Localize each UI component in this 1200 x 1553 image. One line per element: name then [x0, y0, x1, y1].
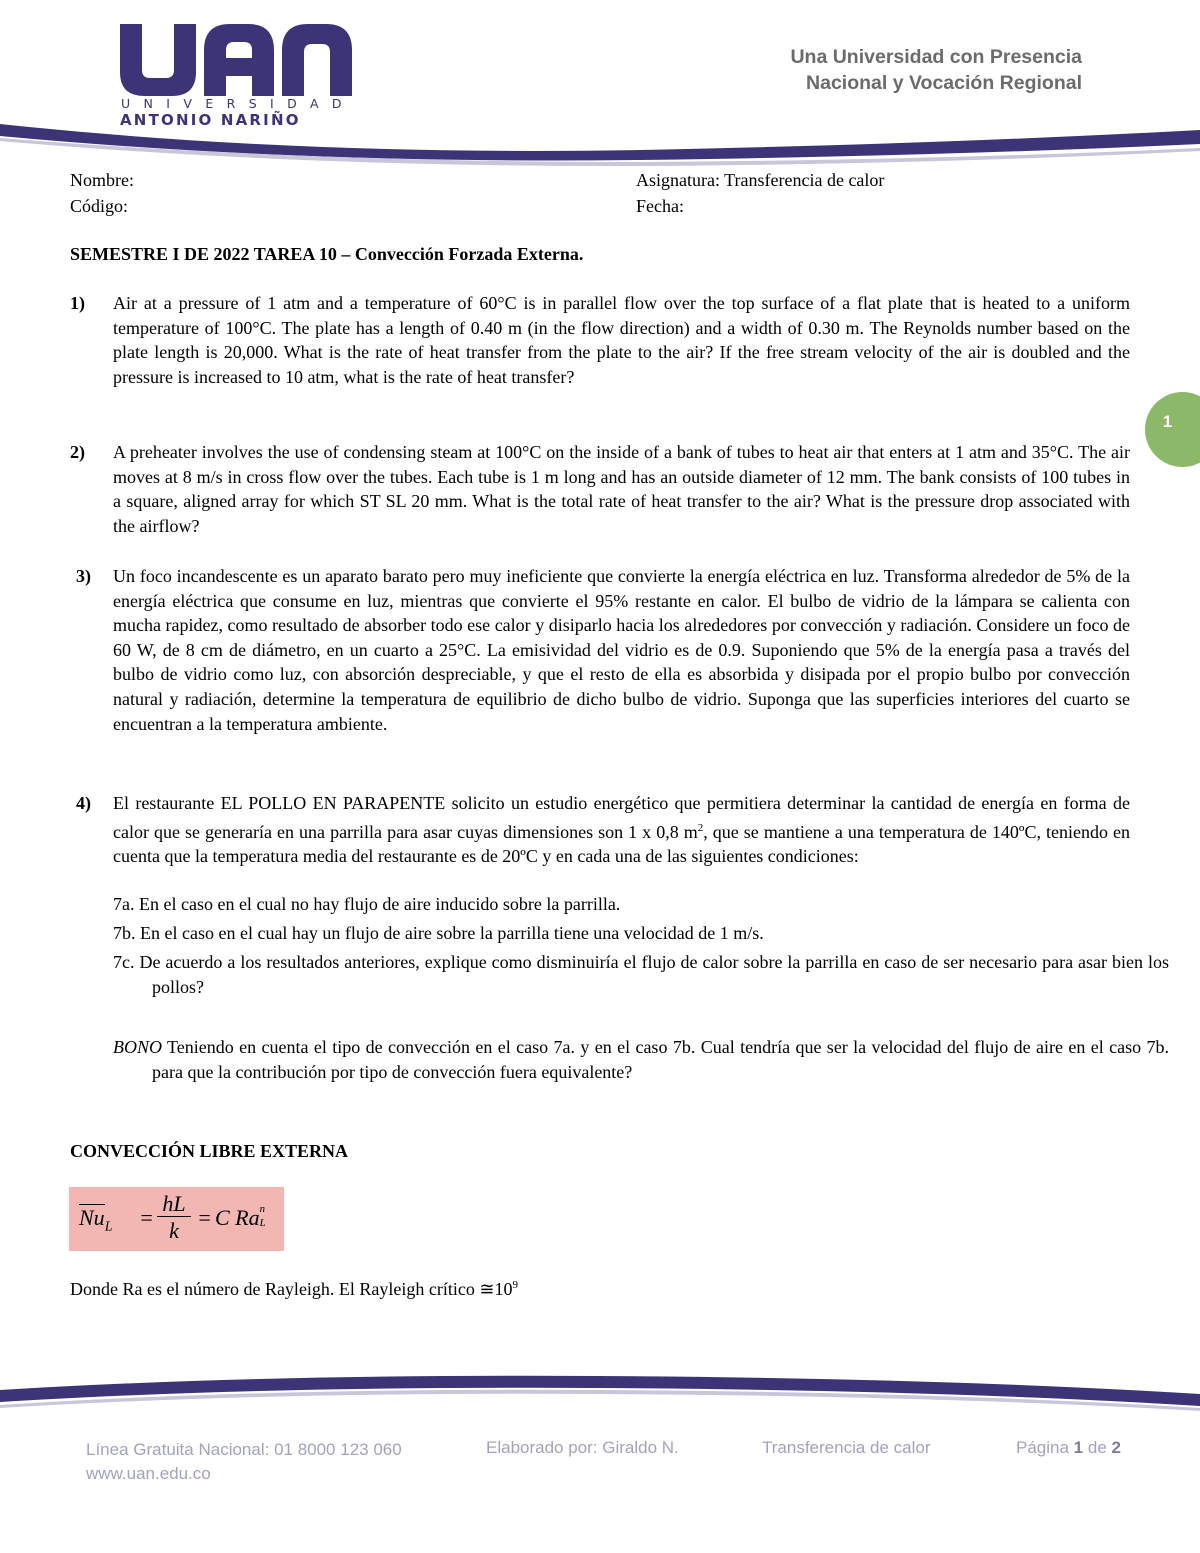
bonus-label: BONO: [113, 1037, 162, 1057]
question-4-superscript: 2: [697, 821, 704, 834]
footer-course: Transferencia de calor: [762, 1438, 931, 1457]
formula-rayleigh: [215, 1203, 266, 1231]
slogan: [790, 44, 1082, 96]
formula-ra-subscript: L: [259, 1217, 266, 1229]
bonus-question: [113, 1035, 1169, 1084]
subject-field: Asignatura: Transferencia de calor: [636, 170, 885, 190]
uan-logo-mark: [118, 22, 354, 98]
footer-page-indicator: [1016, 1438, 1121, 1458]
code-field-label: Código:: [70, 196, 129, 216]
date-field-label: Fecha:: [636, 196, 684, 216]
formula-nu: [79, 1205, 112, 1235]
formula-nu-symbol: Nu: [79, 1205, 105, 1230]
rayleigh-note-exponent: 9: [512, 1279, 518, 1291]
footer-phone-number: 01 8000 123 060: [274, 1440, 402, 1459]
name-field-label: Nombre:: [70, 170, 134, 190]
question-1-number: 1): [70, 293, 85, 313]
logo-name-text: ANTONIO NARIÑO: [120, 111, 301, 129]
footer-phone-label: Línea Gratuita Nacional:: [86, 1440, 275, 1459]
question-4-text: [113, 791, 1130, 869]
question-4-number: 4): [76, 793, 91, 813]
question-1-text: Air at a pressure of 1 atm and a temperature of 60°C is in parallel flow over the top surface of a flat plate that is heated to a uniform temperature of 100°C. The plate has a length of 0.40 m (in the flow direction) and a width of 0.30 m. The Reynolds number based on the plate length is 20,000. What is the rate of heat transfer from the plate to the air? If the free stream velocity of the air is doubled and the pressure is increased to 10 atm, what is the rate of heat transfer?: [113, 293, 1130, 387]
formula-c-ra: C Ra: [215, 1205, 260, 1230]
footer-page-of: de: [1083, 1438, 1112, 1457]
rayleigh-note-text: Donde Ra es el número de Rayleigh. El Rayleigh crítico ≅10: [70, 1279, 513, 1299]
header-swoosh: [0, 110, 1200, 170]
question-3-text: Un foco incandescente es un aparato barato pero muy ineficiente que convierte la energía eléctrica en luz. Transforma alrededor de 5% de la energía eléctrica que consume en luz, mientras que convierte el 95% restante en calor. El bulbo de vidrio de la lámpara se calienta con mucha rapidez, como resultado de absorber todo ese calor y disiparlo hacia los alrededores por convección y radiación. Considere un foco de 60 W, de 8 cm de diámetro, en un cuarto a 25°C. La emisividad del vidrio es de 0.9. Suponiendo que 5% de la energía pasa a través del bulbo de vidrio como luz, con absorción despreciable, y que el resto de ella es absorbida y disipada por el propio bulbo por convección natural y radiación, determine la temperatura de equilibrio de dicho bulbo de vidrio. Suponga que las superficies interiores del cuarto se encuentran a la temperatura ambiente.: [113, 566, 1130, 734]
footer-page-number: 1: [1073, 1438, 1084, 1457]
formula-numerator: hL: [157, 1192, 191, 1217]
logo-university-text: UNIVERSIDAD: [121, 96, 355, 111]
bonus-text: Teniendo en cuenta el tipo de convección en el caso 7a. y en el caso 7b. Cual tendría que ser la velocidad del flujo de aire en el caso 7b. para que la contribución por tipo de convección fuera equivalente?: [152, 1037, 1169, 1082]
assignment-title: SEMESTRE I DE 2022 TAREA 10 – Convección Forzada Externa.: [70, 244, 584, 264]
formula-equals-1: =: [139, 1205, 154, 1230]
section-title: CONVECCIÓN LIBRE EXTERNA: [70, 1141, 349, 1161]
footer-page-total: 2: [1111, 1438, 1121, 1457]
question-4-text-b: , que se mantiene a una temperatura de 140ºC, teniendo en cuenta que la temperatura media del restaurante es de 20ºC y en cada una de las siguientes condiciones:: [113, 821, 1130, 867]
question-2-number: 2): [70, 442, 85, 462]
subquestion-7c: 7c. De acuerdo a los resultados anteriores, explique como disminuiría el flujo de calor sobre la parrilla en caso de ser necesario para asar bien los pollos?: [113, 952, 1169, 997]
formula-nu-subscript: L: [104, 1219, 113, 1235]
question-2-text: A preheater involves the use of condensing steam at 100°C on the inside of a bank of tubes to heat air that enters at 1 atm and 35°C. The air moves at 8 m/s in cross flow over the tubes. Each tube is 1 m long and has an outside diameter of 12 mm. The bank consists of 100 tubes in a square, aligned array for which ST SL 20 mm. What is the total rate of heat transfer to the air? What is the pressure drop associated with the airflow?: [113, 442, 1130, 536]
footer-page-label: Página: [1016, 1438, 1074, 1457]
formula-exponent-n: n: [259, 1203, 266, 1215]
footer-phone: [86, 1440, 402, 1460]
question-3-number: 3): [76, 566, 91, 586]
footer-website-link[interactable]: www.uan.edu.co: [86, 1464, 211, 1483]
slogan-line-2: Nacional y Vocación Regional: [806, 72, 1082, 94]
formula-denominator: k: [169, 1218, 179, 1243]
question-4-text-a: El restaurante EL POLLO EN PARAPENTE solicito un estudio energético que permitiera determinar la cantidad de energía en forma de calor que se generaría en una parrilla para asar cuyas dimensiones son 1 x 0,8 m: [113, 793, 1130, 842]
slogan-line-1: Una Universidad con Presencia: [790, 46, 1082, 68]
subquestion-7b: 7b. En el caso en el cual hay un flujo de aire sobre la parrilla tiene una velocidad de 1 m/s.: [113, 923, 764, 943]
rayleigh-note: [70, 1279, 518, 1300]
subquestion-7a: 7a. En el caso en el cual no hay flujo de aire inducido sobre la parrilla.: [113, 894, 621, 914]
footer-swoosh: [0, 1362, 1200, 1422]
formula-equals-2: =: [197, 1205, 212, 1230]
footer-author: Elaborado por: Giraldo N.: [486, 1438, 679, 1457]
page-number-badge: 1: [1145, 392, 1200, 467]
nusselt-formula: [69, 1187, 284, 1251]
